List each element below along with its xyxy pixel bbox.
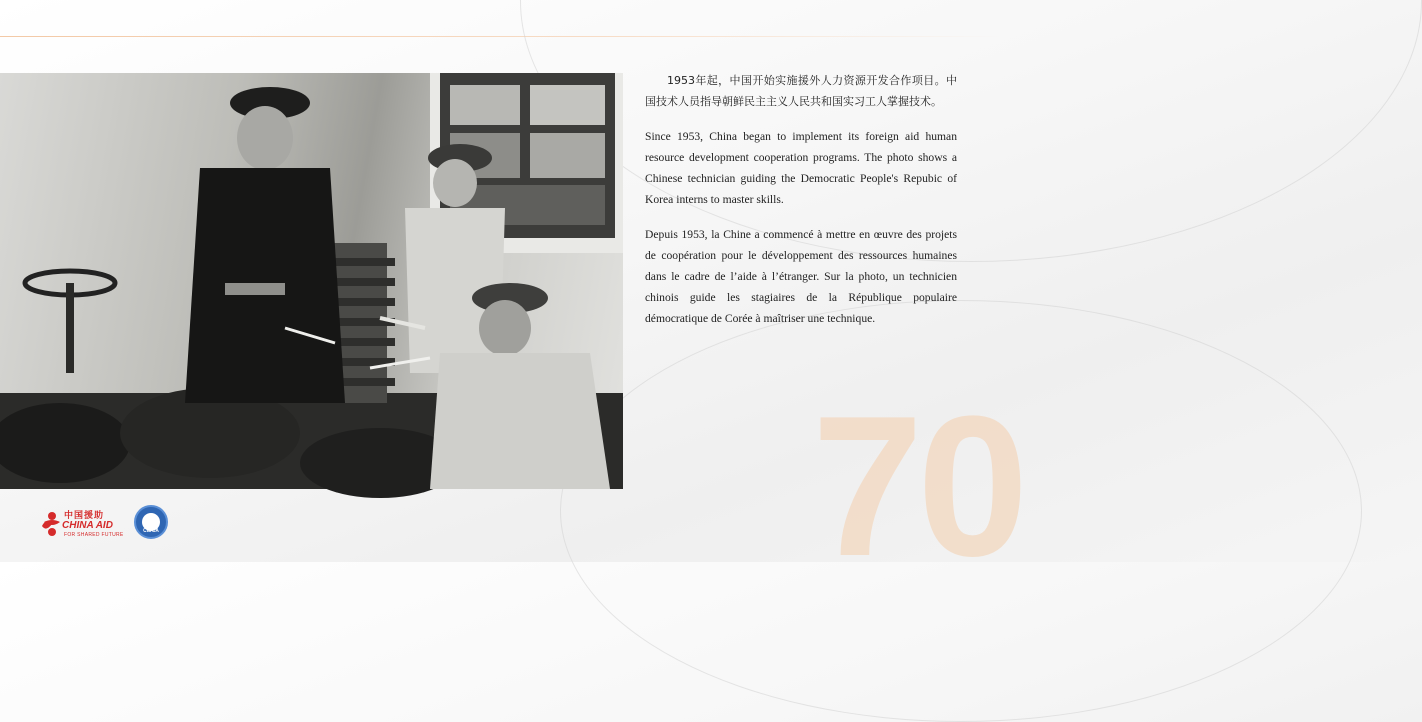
cidca-badge-icon <box>134 505 168 539</box>
caption-block <box>645 70 957 343</box>
anniversary-number: 70 <box>812 375 1023 598</box>
china-aid-tagline: FOR SHARED FUTURE <box>64 532 124 538</box>
badge-text: CIDCA <box>143 528 159 534</box>
china-aid-wordmark: CHINA AID <box>62 520 113 531</box>
caption-chinese: 1953年起，中国开始实施援外人力资源开发合作项目。中国技术人员指导朝鲜民主主义人民共和国实习工人掌握技术。 <box>645 74 957 108</box>
historical-photo <box>0 73 623 489</box>
china-aid-chinese: 中国援助 <box>64 511 105 521</box>
photo-illustration <box>0 73 623 489</box>
caption-english: Since 1953, China began to implement its foreign aid human resource development cooperation programs. The photo shows a Chinese technician guiding the Democratic People's Repubic of Korea interns to master skills. <box>645 130 957 206</box>
caption-french: Depuis 1953, la Chine a commencé à mettre en œuvre des projets de coopération pour le développement des ressources humaines dans le cadre de l’aide à l’étranger. Sur la photo, un technicien chinois guide les stagiaires de la République populaire démocratique de Corée à maîtriser une technique. <box>645 228 957 325</box>
